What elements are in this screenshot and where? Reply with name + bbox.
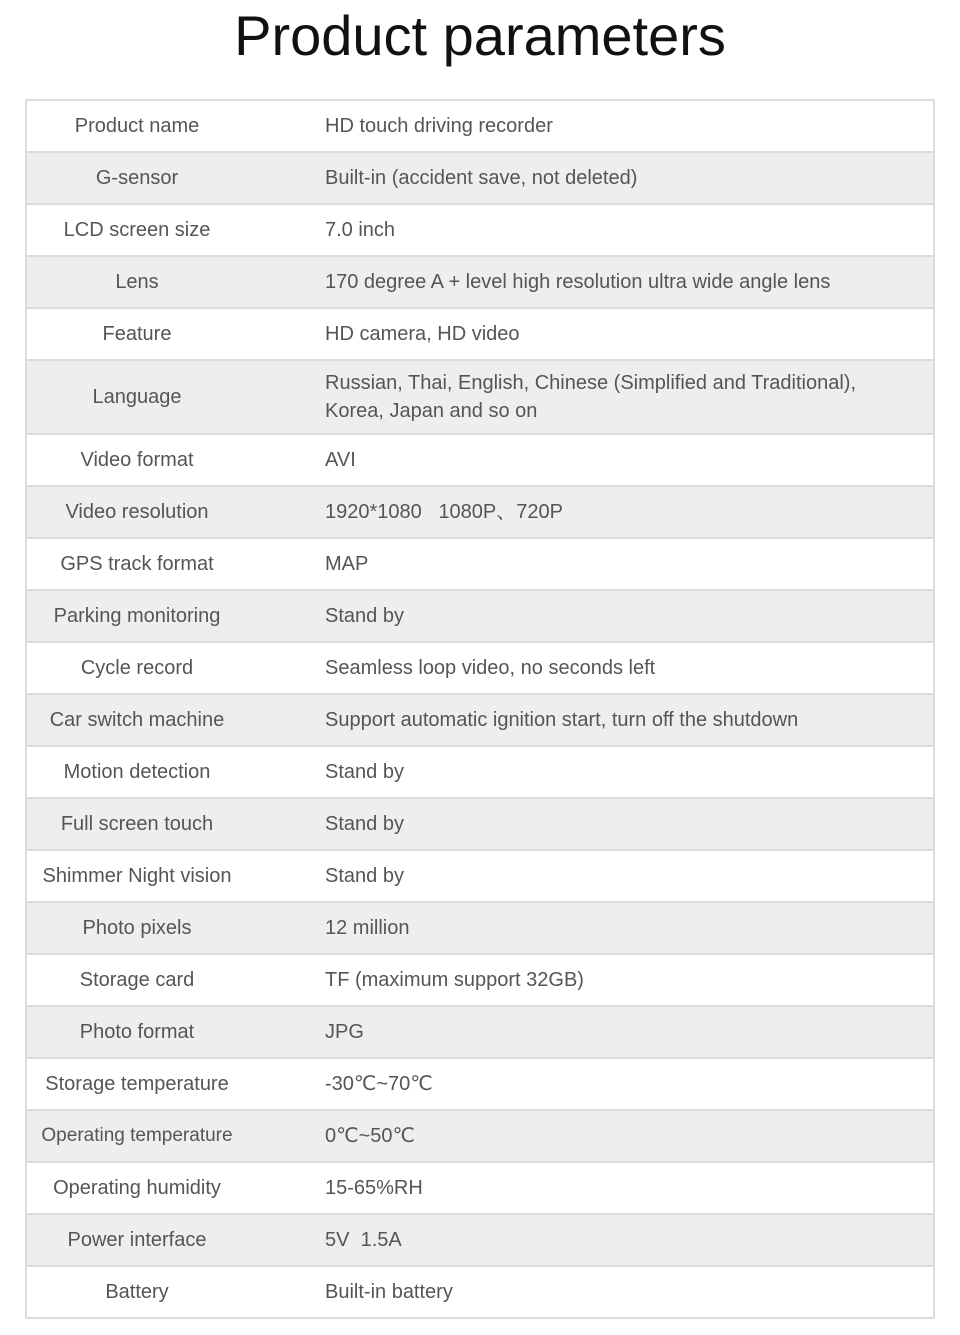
row-label: Cycle record — [80, 656, 194, 679]
row-value: TF (maximum support 32GB) — [325, 969, 584, 991]
row-value: Built-in (accident save, not deleted) — [325, 167, 638, 189]
table-row — [27, 205, 933, 257]
table-row — [27, 361, 933, 435]
row-value: -30℃~70℃ — [325, 1073, 433, 1095]
table-row — [27, 309, 933, 361]
row-label: G-sensor — [95, 166, 179, 189]
table-row — [27, 643, 933, 695]
parameters-table — [25, 99, 935, 1319]
row-value: JPG — [325, 1021, 364, 1043]
row-label: Photo pixels — [82, 916, 192, 939]
row-value: HD touch driving recorder — [325, 115, 553, 137]
row-value: 15-65%RH — [325, 1177, 423, 1199]
table-row — [27, 1059, 933, 1111]
table-row — [27, 695, 933, 747]
row-label: Photo format — [79, 1020, 195, 1043]
row-value: Russian, Thai, English, Chinese (Simplified and Traditional), Korea, Japan and so on — [325, 372, 857, 422]
row-value: 12 million — [325, 917, 410, 939]
row-label: Video format — [80, 448, 194, 471]
row-value: Stand by — [325, 865, 404, 887]
row-label: Operating humidity — [53, 1176, 221, 1199]
row-label: Motion detection — [63, 760, 211, 783]
row-label: Storage card — [79, 968, 195, 991]
table-row — [27, 747, 933, 799]
table-row — [27, 955, 933, 1007]
row-label: GPS track format — [60, 552, 214, 575]
row-label: Operating temperature — [41, 1125, 233, 1146]
row-value: Stand by — [325, 761, 404, 783]
row-value: Seamless loop video, no seconds left — [325, 657, 656, 679]
row-label: Battery — [105, 1280, 169, 1303]
table-row — [27, 101, 933, 153]
row-label: Full screen touch — [60, 812, 214, 835]
row-value: 5V 1.5A — [325, 1229, 402, 1251]
row-value: Stand by — [325, 605, 404, 627]
row-label: Shimmer Night vision — [42, 864, 232, 887]
row-value: MAP — [325, 553, 369, 575]
row-label: Parking monitoring — [53, 604, 221, 627]
table-row — [27, 257, 933, 309]
row-label: Lens — [115, 270, 159, 293]
table-row — [27, 1267, 933, 1317]
row-label: Power interface — [67, 1228, 207, 1251]
row-value: AVI — [325, 449, 356, 471]
row-value: 1920*1080 1080P、720P — [325, 501, 563, 523]
row-label: Product name — [74, 114, 200, 137]
table-row — [27, 1007, 933, 1059]
row-value: HD camera, HD video — [325, 323, 520, 345]
table-row — [27, 1111, 933, 1163]
row-label: Feature — [102, 322, 172, 345]
table-row — [27, 435, 933, 487]
page-title: Product parameters — [234, 4, 726, 67]
row-label: LCD screen size — [63, 218, 211, 241]
table-row — [27, 799, 933, 851]
table-row — [27, 153, 933, 205]
row-value: 7.0 inch — [325, 219, 396, 241]
table-row — [27, 903, 933, 955]
row-value: Stand by — [325, 813, 404, 835]
row-label: Storage temperature — [45, 1072, 229, 1095]
table-row — [27, 539, 933, 591]
row-value: 170 degree A + level high resolution ultra wide angle lens — [325, 271, 831, 293]
table-row — [27, 591, 933, 643]
table-row — [27, 1215, 933, 1267]
row-value: Built-in battery — [325, 1281, 453, 1303]
row-value: 0℃~50℃ — [325, 1125, 415, 1147]
row-value: Support automatic ignition start, turn off the shutdown — [325, 709, 799, 731]
table-row — [27, 487, 933, 539]
row-label: Car switch machine — [49, 708, 225, 731]
table-row — [27, 851, 933, 903]
row-label: Language — [92, 385, 182, 408]
table-row — [27, 1163, 933, 1215]
row-label: Video resolution — [65, 500, 209, 523]
